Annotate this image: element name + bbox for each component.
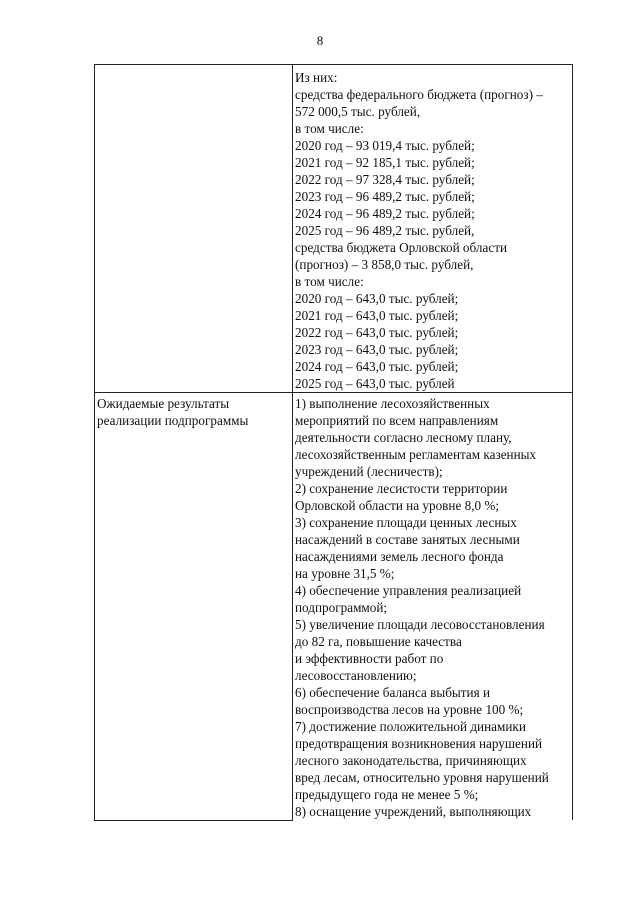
text-line: средства бюджета Орловской области [295,240,508,255]
text-line: лесохозяйственным регламентам казенных [295,447,537,462]
text-line: Ожидаемые результаты [97,396,230,411]
text-line: 572 000,5 тыс. рублей, [295,104,421,119]
table-row-expected-results [95,393,573,821]
text-line: 7) достижение положительной динамики [295,719,526,734]
text-line: насаждениями земель лесного фонда [295,549,504,564]
text-line: 2025 год – 643,0 тыс. рублей [295,376,455,391]
text-line: реализации подпрограммы [97,413,249,428]
text-line: вред лесам, относительно уровня нарушений [295,770,549,785]
table-cell-value [293,393,573,821]
text-line: 8) оснащение учреждений, выполняющих [295,804,532,819]
text-line: Орловской области на уровне 8,0 %; [295,498,500,513]
text-line: до 82 га, повышение качества [295,634,462,649]
text-line: 5) увеличение площади лесовосстановления [295,617,545,632]
text-line: 2020 год – 643,0 тыс. рублей; [295,291,459,306]
text-line: (прогноз) – 3 858,0 тыс. рублей, [295,257,474,272]
text-line: лесного законодательства, причиняющих [295,753,527,768]
table-cell-label [95,393,293,821]
text-line: в том числе: [295,121,364,136]
text-line: воспроизводства лесов на уровне 100 %; [295,702,524,717]
text-line: 1) выполнение лесохозяйственных [295,396,490,411]
text-line: 2) сохранение лесистости территории [295,481,508,496]
table-cell-value [293,65,573,393]
text-line: 6) обеспечение баланса выбытия и [295,685,491,700]
text-line: и эффективности работ по [295,651,444,666]
text-line: 2021 год – 92 185,1 тыс. рублей; [295,155,475,170]
text-line: мероприятий по всем направлениям [295,413,499,428]
text-line: учреждений (лесничеств); [295,464,443,479]
text-line: предыдущего года не менее 5 %; [295,787,479,802]
text-line: в том числе: [295,274,364,289]
text-line: 2025 год – 96 489,2 тыс. рублей, [295,223,475,238]
text-line: деятельности согласно лесному плану, [295,430,512,445]
table-row-funding [95,65,573,393]
text-line: 2024 год – 96 489,2 тыс. рублей; [295,206,475,221]
text-line: насаждений в составе занятых лесными [295,532,520,547]
text-line: 2022 год – 643,0 тыс. рублей; [295,325,459,340]
table-cell-label [95,65,293,393]
cell-lines [97,393,292,429]
text-line: предотвращения возникновения нарушений [295,736,543,751]
text-line: средства федерального бюджета (прогноз) – [295,87,543,102]
text-line: 2020 год – 93 019,4 тыс. рублей; [295,138,475,153]
text-line: 2023 год – 643,0 тыс. рублей; [295,342,459,357]
text-line: Из них: [295,70,338,85]
cell-lines [295,393,572,820]
text-line: 2022 год – 97 328,4 тыс. рублей; [295,172,475,187]
text-line: подпрограммой; [295,600,388,615]
text-line: 2021 год – 643,0 тыс. рублей; [295,308,459,323]
text-line: 2023 год – 96 489,2 тыс. рублей; [295,189,475,204]
text-line: 3) сохранение площади ценных лесных [295,515,517,530]
document-table [94,64,573,821]
text-line: 2024 год – 643,0 тыс. рублей; [295,359,459,374]
text-line: 4) обеспечение управления реализацией [295,583,522,598]
page-number: 8 [316,33,324,48]
cell-lines [295,65,572,392]
text-line: лесовосстановлению; [295,668,417,683]
text-line: на уровне 31,5 %; [295,566,395,581]
